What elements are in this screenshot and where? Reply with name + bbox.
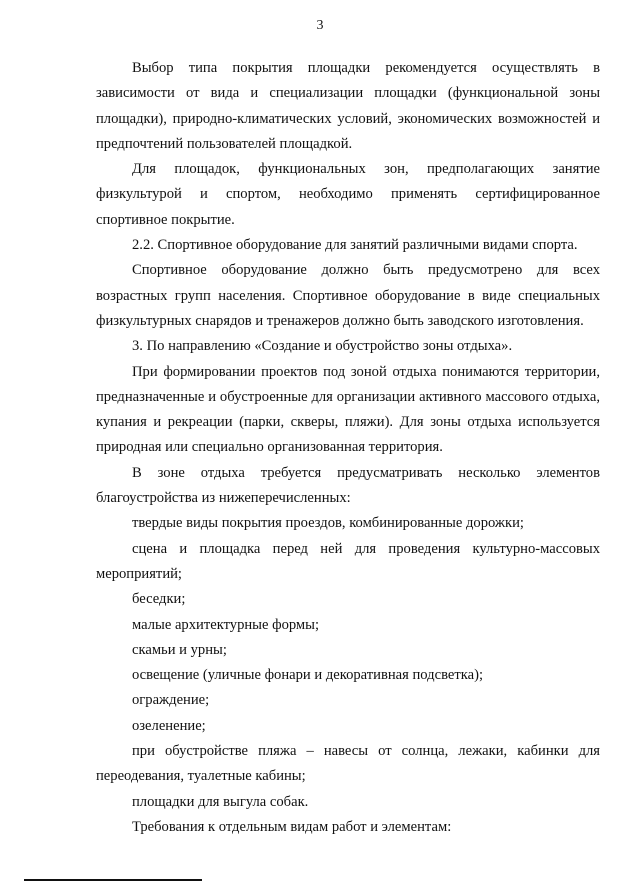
paragraph-rest-zone-elements: В зоне отдыха требуется предусматривать несколько элементов благоустройства из нижеперечисленных:: [96, 464, 600, 507]
section-heading-3: 3. По направлению «Создание и обустройство зоны отдыха».: [132, 338, 513, 355]
section-heading-2-2: 2.2. Спортивное оборудование для занятий различными видами спорта.: [132, 237, 578, 254]
list-item-gazebos: беседки;: [132, 591, 186, 608]
list-item-beach: при обустройстве пляжа – навесы от солнца, лежаки, кабинки для переодевания, туалетные кабины;: [96, 743, 600, 785]
list-item-lighting: освещение (уличные фонари и декоративная подсветка);: [132, 667, 484, 684]
list-item-greening: озеленение;: [132, 717, 206, 734]
list-item-stage: сцена и площадка перед ней для проведения культурно-массовых мероприятий;: [96, 540, 600, 582]
paragraph-coating-choice: Выбор типа покрытия площадки рекомендуется осуществлять в зависимости от вида и специализации площадки (функциональной зоны площадки), природно-климатических условий, экономических возможностей и предпочтений пользователей площадкой.: [96, 60, 600, 152]
paragraph-rest-zone-definition: При формировании проектов под зоной отдыха понимаются территории, предназначенные и обустроенные для организации активного массового отдыха, купания и рекреации (парки, скверы, пляжи). Для зоны отдыха используется природная или специально организованная территория.: [96, 363, 600, 456]
list-item-benches: скамьи и урны;: [132, 641, 227, 658]
paragraph-sport-coating: Для площадок, функциональных зон, предполагающих занятие физкультурой и спортом, необходимо применять сертифицированное спортивное покрытие.: [96, 161, 600, 228]
page-number: 3: [316, 18, 324, 33]
paragraph-sport-equipment: Спортивное оборудование должно быть предусмотрено для всех возрастных групп населения. Спортивное оборудование в виде специальных физкультурных снарядов и тренажеров должно быть заводского изготовления.: [96, 262, 600, 329]
list-item-paving: твердые виды покрытия проездов, комбинированные дорожки;: [132, 515, 524, 532]
document-body: [96, 56, 600, 840]
paragraph-requirements: Требования к отдельным видам работ и элементам:: [132, 818, 452, 835]
footnote-divider: [24, 879, 202, 881]
list-item-dog-areas: площадки для выгула собак.: [132, 793, 309, 810]
list-item-small-architectural-forms: малые архитектурные формы;: [132, 616, 320, 633]
list-item-fencing: ограждение;: [132, 692, 210, 709]
